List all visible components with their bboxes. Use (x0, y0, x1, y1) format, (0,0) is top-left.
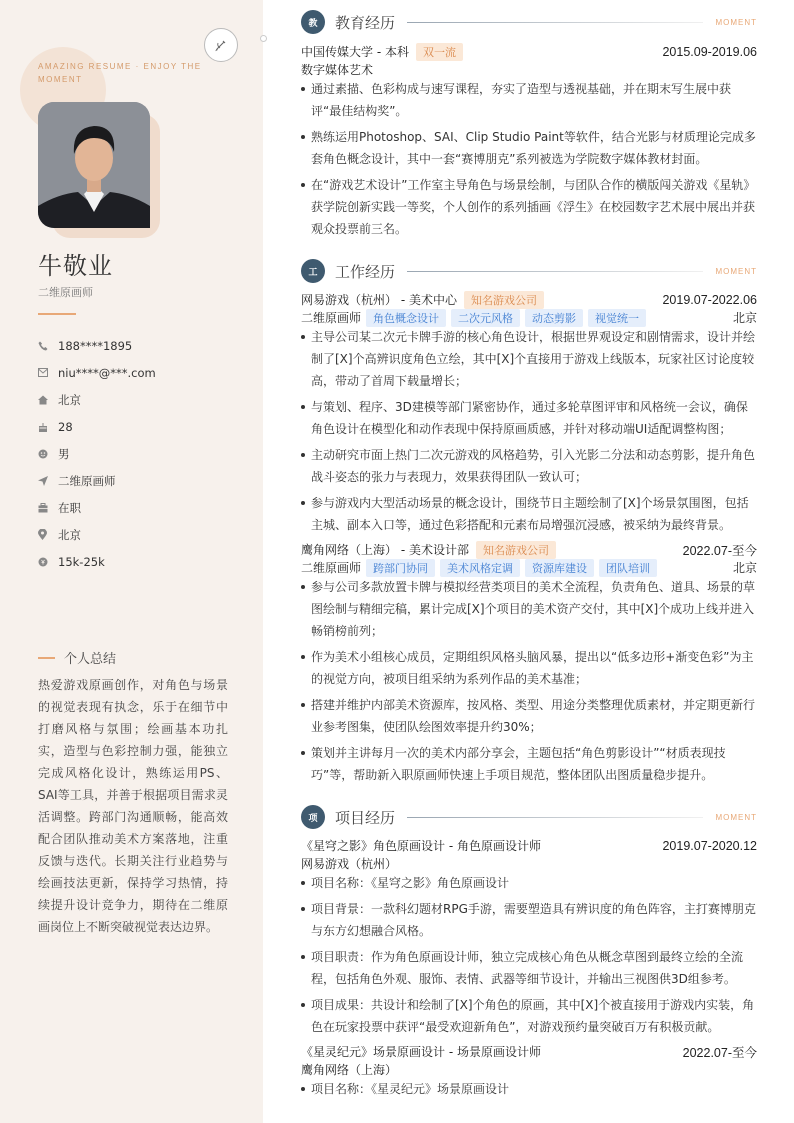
education-section-header (301, 10, 757, 34)
education-entry-header (301, 43, 757, 60)
skill-tag: 跨部门协同 (366, 559, 435, 577)
job-position: 二维原画师 (301, 311, 362, 325)
info-age (38, 413, 248, 440)
summary-title: 个人总结 (64, 652, 117, 667)
project-company: 鹰角网络（上海） (301, 1063, 398, 1077)
major: 数字媒体艺术 (301, 63, 374, 77)
education-badge: 教 (301, 10, 325, 34)
list-item: 策划并主讲每月一次的美术内部分享会，主题包括“角色剪影设计”“材质表现技巧”等，帮助新入职原画师快速上手项目规范，整体团队出图质量稳步提升。 (301, 742, 757, 786)
list-item: 熟练运用Photoshop、SAI、Clip Studio Paint等软件，结合光影与材质理论完成多套角色概念设计，其中一套“赛博朋克”系列被选为学院数字媒体教材封面。 (301, 126, 757, 170)
info-gender (38, 440, 248, 467)
sidebar (0, 0, 263, 1123)
info-home (38, 386, 248, 413)
education-title: 教育经历 (335, 13, 396, 32)
list-item: 参与公司多款放置卡牌与模拟经营类项目的美术全流程，负责角色、道具、场景的草图绘制与精细完稿，累计完成[X]个项目的美术资产交付，其中[X]个成功上线并进入畅销榜前列； (301, 576, 757, 642)
pen-icon (204, 28, 238, 62)
list-item: 参与游戏内大型活动场景的概念设计，围绕节日主题绘制了[X]个场景氛围图，包括主城、副本入口等，通过色彩搭配和元素布局增强沉浸感，被采纳为最终背景。 (301, 492, 757, 536)
list-item: 搭建并维护内部美术资源库，按风格、类型、用途分类整理优质素材，并定期更新行业参考图集，使团队绘图效率提升约30%； (301, 694, 757, 738)
decorative-dot (260, 35, 267, 42)
section-divider-line (407, 22, 703, 23)
job-position-line (301, 309, 757, 326)
info-text: 在职 (58, 500, 81, 515)
info-text: niu****@***.com (58, 365, 156, 380)
location-icon (38, 529, 58, 540)
list-item: 在“游戏艺术设计”工作室主导角色与场景绘制，与团队合作的横版闯关游戏《星轨》获学院创新实践一等奖，个人创作的系列插画《浮生》在校园数字艺术展中展出并获观众投票前三名。 (301, 174, 757, 240)
gender-icon (38, 449, 58, 459)
summary-accent-bar (38, 657, 55, 659)
project-company-line (301, 855, 757, 872)
info-salary (38, 548, 248, 575)
skill-tag: 二次元风格 (451, 309, 520, 327)
list-item: 主导公司某二次元卡牌手游的核心角色设计，根据世界观设定和剧情需求，设计并绘制了[X]个高辨识度角色立绘，其中[X]个直接用于游戏上线版本，玩家社区讨论度较高，带动了首周下载量增长； (301, 326, 757, 392)
info-email (38, 359, 248, 386)
tagline: AMAZING RESUME · ENJOY THE MOMENT (38, 62, 202, 84)
avatar (38, 102, 150, 228)
company-tag: 知名游戏公司 (464, 291, 544, 309)
salary-icon (38, 557, 58, 567)
work-title: 工作经历 (335, 262, 396, 281)
skill-tag: 美术风格定调 (440, 559, 520, 577)
education-major-line (301, 61, 757, 78)
list-item: 项目背景：一款科幻题材RPG手游，需要塑造具有辨识度的角色阵容，主打赛博朋克与东方幻想融合风格。 (301, 898, 757, 942)
job-city: 北京 (732, 311, 757, 325)
school-name: 中国传媒大学 - 本科 (301, 45, 409, 59)
list-item: 项目成果：共设计和绘制了[X]个角色的原画，其中[X]个被直接用于游戏内实装，角色在玩家投票中获评“最受欢迎新角色”，对游戏预约量突破百万有积极贡献。 (301, 994, 757, 1038)
send-icon (38, 476, 58, 486)
summary-heading (38, 648, 116, 667)
info-text: 二维原画师 (58, 473, 116, 488)
job-date: 2022.07-至今 (682, 543, 757, 558)
projects-section-header (301, 805, 757, 829)
info-location (38, 521, 248, 548)
list-item: 项目名称：《星灵纪元》场景原画设计 (301, 1078, 757, 1100)
job-city: 北京 (732, 561, 757, 575)
info-text: 15k-25k (58, 554, 105, 569)
info-text: 188****1895 (58, 338, 133, 353)
job-position: 二维原画师 (301, 561, 362, 575)
list-item: 通过素描、色彩构成与速写课程，夯实了造型与透视基础，并在期末写生展中获评“最佳结构奖”。 (301, 78, 757, 122)
info-status (38, 494, 248, 521)
job-header (301, 291, 757, 308)
section-divider-line (407, 817, 703, 818)
project-bullets (301, 1078, 757, 1104)
project-bullets (301, 872, 757, 1042)
skill-tag: 动态剪影 (525, 309, 583, 327)
projects-badge: 项 (301, 805, 325, 829)
section-tag: MOMENT (715, 266, 757, 276)
project-header (301, 1043, 757, 1060)
person-name: 牛敬业 (38, 252, 113, 280)
summary-text: 热爱游戏原画创作，对角色与场景的视觉表现有执念，乐于在细节中打磨风格与氛围；绘画基本功扎实，造型与色彩控制力强，能独立完成风格化设计，熟练运用PS、SAI等工具，并善于根据项目需求灵活调整。跨部门沟通顺畅，能高效配合团队推动美术方案落地，注重反馈与迭代。长期关注行业趋势与绘画技法更新，保持学习热情，持续提升设计竞争力，期待在二维原画岗位上不断突破视觉表达边界。 (38, 678, 228, 934)
company-name: 鹰角网络（上海） - 美术设计部 (301, 543, 469, 557)
project-date: 2019.07-2020.12 (662, 838, 757, 853)
project-title: 《星穹之影》角色原画设计 - 角色原画设计师 (301, 839, 541, 853)
section-tag: MOMENT (715, 17, 757, 27)
work-section-header (301, 259, 757, 283)
project-company-line (301, 1061, 757, 1078)
list-item: 项目名称：《星穹之影》角色原画设计 (301, 872, 757, 894)
info-text: 28 (58, 419, 73, 434)
skill-tag: 角色概念设计 (366, 309, 446, 327)
info-text: 男 (58, 446, 70, 461)
job-header (301, 541, 757, 558)
job-bullets (301, 326, 757, 540)
briefcase-icon (38, 503, 58, 513)
skill-tag: 视觉统一 (588, 309, 646, 327)
cake-icon (38, 422, 58, 432)
education-date: 2015.09-2019.06 (662, 44, 757, 59)
job-date: 2019.07-2022.06 (662, 292, 757, 307)
list-item: 作为美术小组核心成员，定期组织风格头脑风暴，提出以“低多边形+渐变色彩”为主的视觉方向，被项目组采纳为系列作品的美术基准； (301, 646, 757, 690)
portrait-image (38, 102, 150, 228)
job-position-line (301, 559, 757, 576)
job-bullets (301, 576, 757, 790)
projects-title: 项目经历 (335, 808, 396, 827)
info-phone (38, 332, 248, 359)
project-title: 《星灵纪元》场景原画设计 - 场景原画设计师 (301, 1045, 541, 1059)
project-company: 网易游戏（杭州） (301, 857, 398, 871)
section-divider-line (407, 271, 703, 272)
person-role: 二维原画师 (38, 286, 93, 299)
company-name: 网易游戏（杭州） - 美术中心 (301, 293, 457, 307)
accent-divider (38, 313, 76, 315)
work-badge: 工 (301, 259, 325, 283)
school-tag: 双一流 (416, 43, 463, 61)
home-icon (38, 395, 58, 405)
skill-tag: 资源库建设 (525, 559, 594, 577)
project-date: 2022.07-至今 (682, 1045, 757, 1060)
contact-info-list (38, 332, 248, 575)
company-tag: 知名游戏公司 (476, 541, 556, 559)
list-item: 项目职责：作为角色原画设计师，独立完成核心角色从概念草图到最终立绘的全流程，包括角色外观、服饰、表情、武器等细节设计，并输出三视图供3D组参考。 (301, 946, 757, 990)
section-tag: MOMENT (715, 812, 757, 822)
info-text: 北京 (58, 527, 81, 542)
info-target-role (38, 467, 248, 494)
list-item: 主动研究市面上热门二次元游戏的风格趋势，引入光影二分法和动态剪影，提升角色战斗姿态的张力与表现力，效果获得团队一致认可； (301, 444, 757, 488)
education-bullets (301, 78, 757, 244)
list-item: 与策划、程序、3D建模等部门紧密协作，通过多轮草图评审和风格统一会议，确保角色设计在模型化和动作表现中保持原画质感，并针对移动端UI适配调整构图； (301, 396, 757, 440)
skill-tag: 团队培训 (599, 559, 657, 577)
info-text: 北京 (58, 392, 81, 407)
mail-icon (38, 368, 58, 377)
project-header (301, 837, 757, 854)
phone-icon (38, 341, 58, 351)
